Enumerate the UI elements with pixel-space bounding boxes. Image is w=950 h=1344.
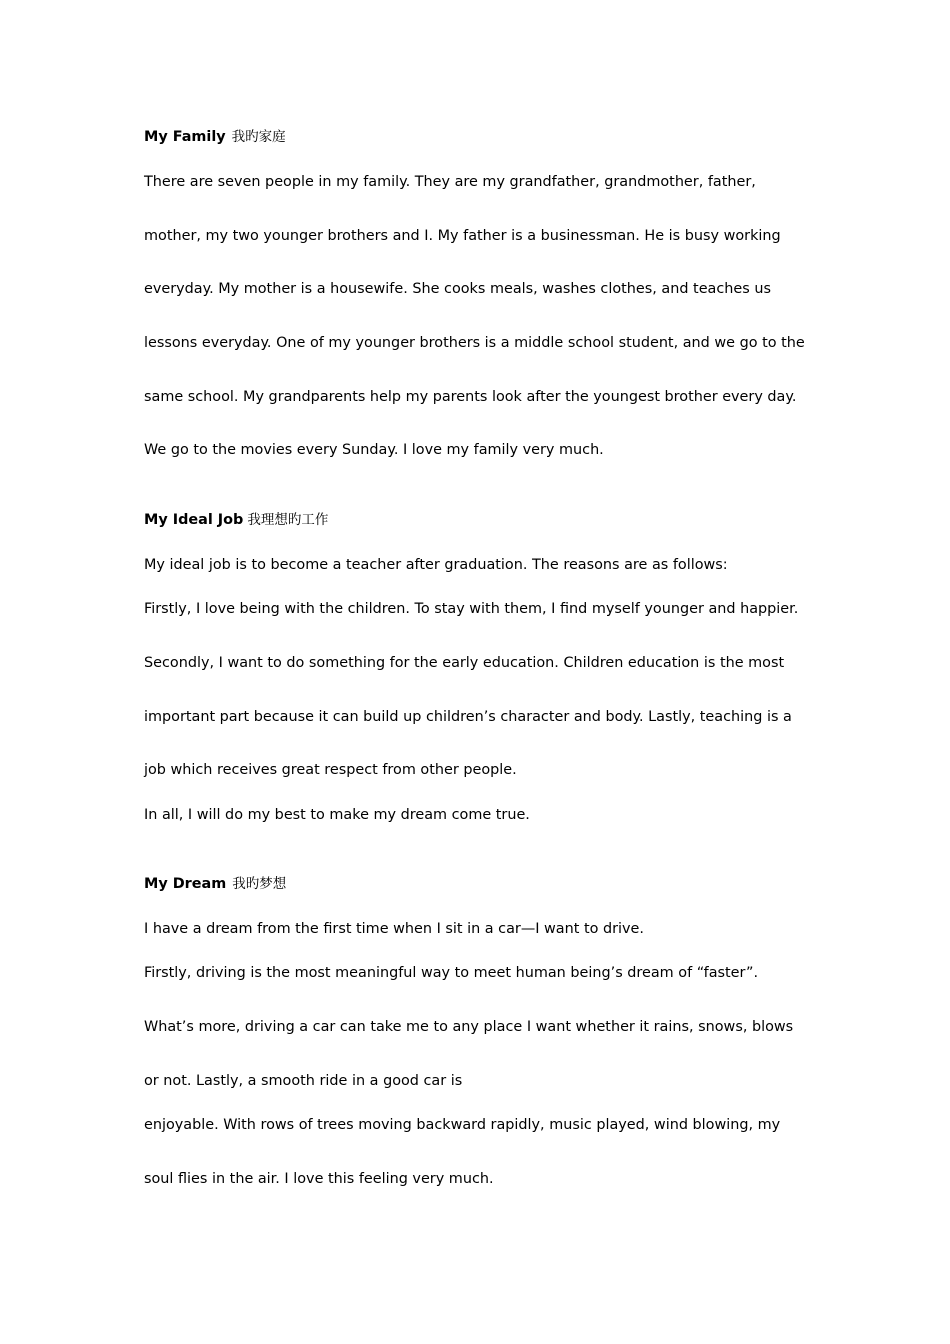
section-heading-dream [144, 874, 286, 894]
paragraph-line: What’s more, driving a car can take me to any place I want whether it rains, snows, blows [144, 1019, 794, 1035]
paragraph-line: soul flies in the air. I love this feeling very much. [144, 1171, 494, 1187]
paragraph-line: In all, I will do my best to make my dream come true. [144, 807, 530, 823]
heading-chinese: 我旳家庭 [231, 129, 286, 145]
heading-english: My Ideal Job [144, 512, 244, 528]
heading-chinese: 我理想旳工作 [247, 512, 329, 528]
section-heading-ideal-job [144, 510, 328, 530]
paragraph-line: same school. My grandparents help my parents look after the youngest brother every day. [144, 389, 797, 405]
paragraph-line: Secondly, I want to do something for the early education. Children education is the most [144, 655, 785, 671]
paragraph-line: lessons everyday. One of my younger brothers is a middle school student, and we go to the [144, 335, 805, 351]
paragraph-line: My ideal job is to become a teacher after graduation. The reasons are as follows: [144, 557, 728, 573]
heading-english: My Dream [144, 876, 227, 892]
paragraph-line: job which receives great respect from other people. [144, 762, 517, 778]
paragraph-line: There are seven people in my family. They are my grandfather, grandmother, father, [144, 174, 756, 190]
paragraph-line: I have a dream from the first time when I sit in a car—I want to drive. [144, 921, 644, 937]
heading-english: My Family [144, 129, 226, 145]
paragraph-line: mother, my two younger brothers and I. My father is a businessman. He is busy working [144, 228, 781, 244]
heading-chinese: 我旳梦想 [232, 876, 287, 892]
section-heading-family [144, 127, 286, 147]
paragraph-line: everyday. My mother is a housewife. She cooks meals, washes clothes, and teaches us [144, 281, 771, 297]
paragraph-line: We go to the movies every Sunday. I love my family very much. [144, 442, 604, 458]
paragraph-line: Firstly, I love being with the children. To stay with them, I find myself younger and happier. [144, 601, 799, 617]
paragraph-line: important part because it can build up children’s character and body. Lastly, teaching is a [144, 709, 792, 725]
paragraph-line: or not. Lastly, a smooth ride in a good car is [144, 1073, 463, 1089]
paragraph-line: Firstly, driving is the most meaningful way to meet human being’s dream of “faster”. [144, 965, 759, 981]
paragraph-line: enjoyable. With rows of trees moving backward rapidly, music played, wind blowing, my [144, 1117, 781, 1133]
